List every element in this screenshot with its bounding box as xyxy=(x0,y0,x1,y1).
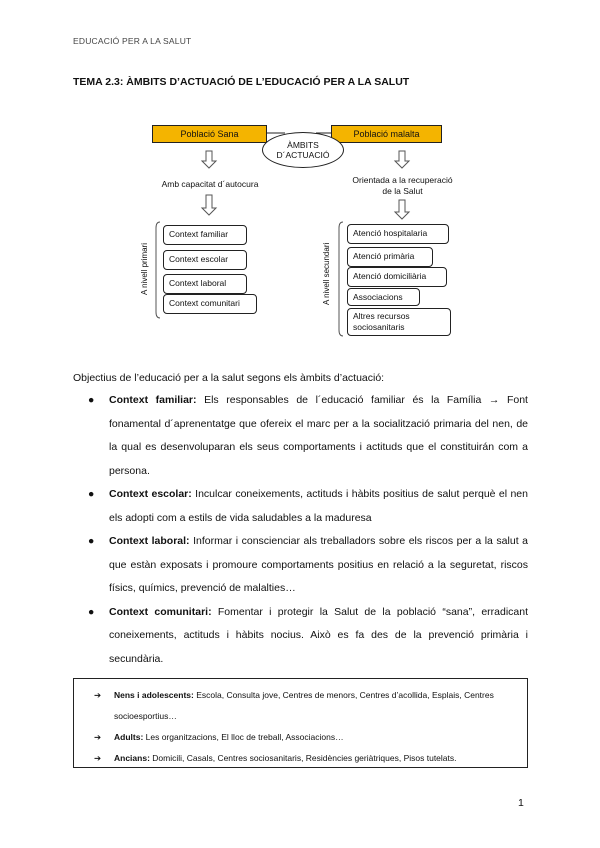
scope-center-oval xyxy=(262,132,344,168)
group-row xyxy=(94,727,517,748)
objective-text: Inculcar coneixements, actituds i hàbits positius de salut perquè el nen els adopti com a estils de vida saludables a la maduresa xyxy=(109,488,528,524)
right-vertical-label: A nivell secundari xyxy=(322,242,331,305)
left-item-escolar: Context escolar xyxy=(163,250,247,270)
right-item-domiciliaria: Atenció domiciliària xyxy=(347,267,447,287)
bullet-icon: ● xyxy=(88,488,95,500)
left-item-familiar: Context familiar xyxy=(163,225,247,245)
group-text: Domicili, Casals, Centres sociosanitaris, Residències geriàtriques, Pisos tutelats. xyxy=(149,753,457,763)
objective-text: Informar i conscienciar als treballadors sobre els riscos per a la salut a que estàn exposats i promoure comportaments positius en relació a la seguretat, riscos físics, químics, prevenció de malalties… xyxy=(109,535,528,594)
arrow-right-icon: ➔ xyxy=(94,732,102,742)
objectives-list xyxy=(88,389,528,671)
group-text: Les organitzacions, El lloc de treball, Associacions… xyxy=(143,732,344,742)
group-label: Ancians: xyxy=(114,753,150,763)
left-item-laboral: Context laboral xyxy=(163,274,247,294)
arrow-right-icon: ➔ xyxy=(94,690,102,700)
objective-label: Context familiar: xyxy=(109,394,197,406)
list-item xyxy=(88,389,528,483)
left-item-comunitari: Context comunitari xyxy=(163,294,257,314)
right-item-primaria: Atenció primària xyxy=(347,247,433,267)
diagram-connectors xyxy=(0,0,600,360)
objective-label: Context comunitari: xyxy=(109,605,212,618)
right-subtitle xyxy=(330,175,475,197)
running-header: EDUCACIÓ PER A LA SALUT xyxy=(73,36,192,46)
page-title: TEMA 2.3: ÀMBITS D’ACTUACIÓ DE L’EDUCACIÓ PER A LA SALUT xyxy=(73,76,410,88)
right-item-altres-line-2: sociosanitaris xyxy=(353,322,405,332)
right-subtitle-line-2: de la Salut xyxy=(382,186,423,196)
arrow-right-icon: ➔ xyxy=(94,753,102,763)
list-item xyxy=(88,530,528,601)
objective-text: Els responsables de l´educació familiar és la Família → Font fonamental d´aprenentatge que ofereix el marc per a la socialització primaria del nen, de la qual es desenvoluparan els seus comportaments i actituds que el constituirán com a persona. xyxy=(109,394,528,477)
group-text: Escola, Consulta jove, Centres de menors, Centres d’acollida, Esplais, Centres socioesportius… xyxy=(114,690,494,721)
left-subtitle: Amb capacitat d´autocura xyxy=(161,179,259,189)
group-row xyxy=(94,685,517,727)
group-label: Nens i adolescents: xyxy=(114,690,194,700)
healthy-population-box: Població Sana xyxy=(152,125,267,143)
bullet-icon: ● xyxy=(88,394,95,406)
scope-diagram xyxy=(0,0,600,360)
left-vertical-label: A nivell primari xyxy=(140,242,149,295)
right-item-altres xyxy=(347,308,451,336)
right-item-hospitalaria: Atenció hospitalaria xyxy=(347,224,449,244)
center-line-2: D´ACTUACIÓ xyxy=(276,150,330,160)
bullet-icon: ● xyxy=(88,605,95,618)
list-item xyxy=(88,601,528,672)
list-item xyxy=(88,483,528,530)
right-item-associacions: Associacions xyxy=(347,288,420,306)
objective-text: Fomentar i protegir la Salut de la població “sana”, erradicant coneixements, actituds i hàbits nocius. Això es fa des de la prevenció primària i secundària. xyxy=(109,605,529,665)
group-row xyxy=(94,748,517,769)
page-number: 1 xyxy=(518,797,524,809)
right-item-altres-line-1: Altres recursos xyxy=(353,311,410,321)
objectives-intro: Objectius de l’educació per a la salut segons els àmbits d’actuació: xyxy=(73,372,385,384)
right-subtitle-line-1: Orientada a la recuperació xyxy=(352,175,453,185)
sick-population-box: Població malalta xyxy=(331,125,442,143)
objective-label: Context laboral: xyxy=(109,535,190,547)
bullet-icon: ● xyxy=(88,535,95,547)
group-label: Adults: xyxy=(114,732,144,742)
population-groups-box xyxy=(73,678,528,768)
objective-label: Context escolar: xyxy=(109,488,192,500)
center-line-1: ÀMBITS xyxy=(287,140,319,150)
